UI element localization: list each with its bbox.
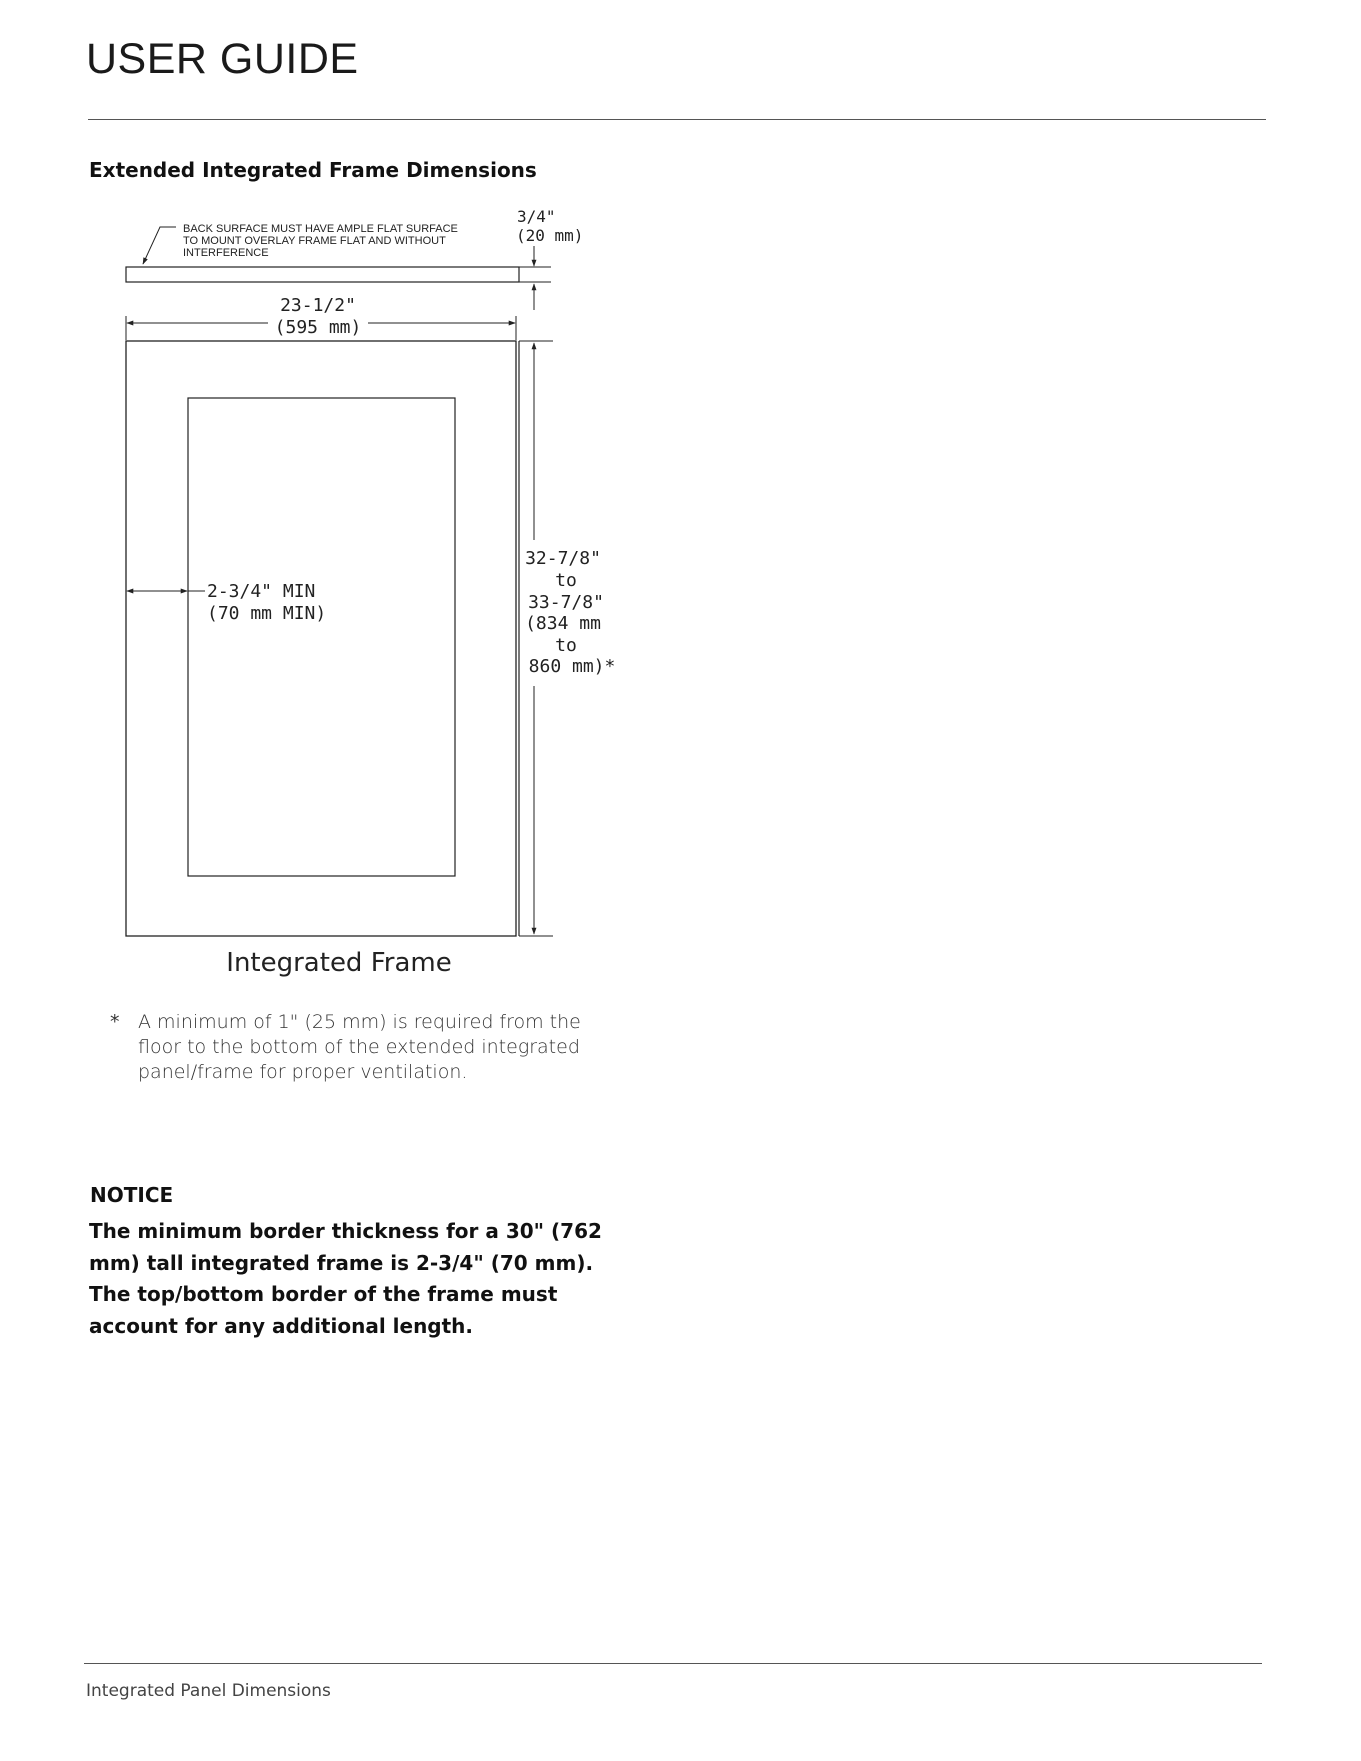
height-label-line-3: 33-7/8" (528, 592, 604, 613)
thickness-label-metric: (20 mm) (516, 226, 584, 245)
page-title: USER GUIDE (86, 35, 359, 83)
border-label-imperial: 2-3/4" MIN (207, 581, 316, 602)
height-label-line-6: 860 mm)* (528, 656, 616, 677)
height-label-line-4: (834 mm (525, 613, 601, 634)
border-label-metric: (70 mm MIN) (207, 603, 327, 624)
ventilation-footnote (110, 1010, 610, 1085)
note-line-2: TO MOUNT OVERLAY FRAME FLAT AND WITHOUT (183, 235, 446, 247)
height-label-line-1: 32-7/8" (525, 548, 601, 569)
height-label-line-5: to (555, 635, 577, 656)
height-label-line-2: to (555, 570, 577, 591)
note-line-1: BACK SURFACE MUST HAVE AMPLE FLAT SURFACE (183, 223, 458, 235)
footnote-asterisk: * (110, 1011, 120, 1033)
notice-body: The minimum border thickness for a 30" (762 mm) tall integrated frame is 2-3/4" (70 mm). The top/bottom border of the frame must account for any additional length. (89, 1219, 602, 1338)
note-leader-line (143, 227, 176, 264)
diagram-caption: Integrated Frame (226, 948, 452, 978)
notice-heading: NOTICE (90, 1183, 174, 1207)
section-heading: Extended Integrated Frame Dimensions (89, 158, 537, 182)
width-label-metric: (595 mm) (274, 317, 362, 338)
footer-divider (84, 1663, 1262, 1664)
frame-profile-strip (126, 267, 519, 282)
thickness-label-imperial: 3/4" (517, 207, 556, 226)
width-label-imperial: 23-1/2" (280, 295, 356, 316)
outer-frame (126, 341, 516, 936)
footer-section-title: Integrated Panel Dimensions (86, 1681, 331, 1701)
note-line-3: INTERFERENCE (183, 247, 269, 259)
inner-opening (188, 398, 455, 876)
footnote-text: A minimum of 1" (25 mm) is required from the floor to the bottom of the extended integrated panel/frame for proper ventilation. (138, 1011, 581, 1083)
